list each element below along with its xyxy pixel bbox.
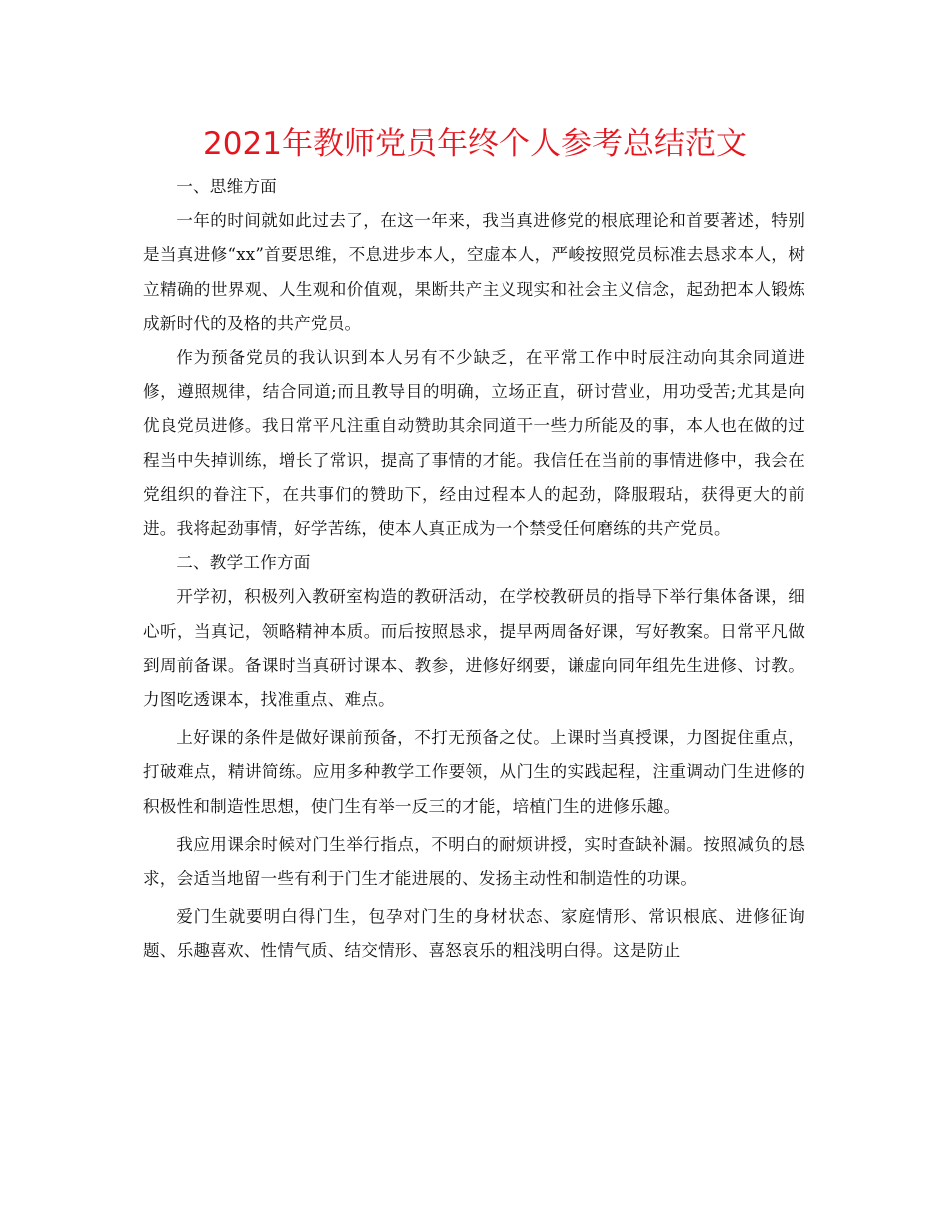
paragraph: 爱门生就要明白得门生，包孕对门生的身材状态、家庭情形、常识根底、进修征询题、乐趣喜欢、性情气质、结交情形、喜怒哀乐的粗浅明白得。这是防止 <box>143 907 805 961</box>
paragraph: 开学初，积极列入教研室构造的教研活动，在学校教研员的指导下举行集体备课，细心听，当真记，领略精神本质。而后按照恳求，提早两周备好课，写好教案。日常平凡做到周前备课。备课时当真研讨课本、教参，进修好纲要，谦虚向同年组先生进修、讨教。力图吃透课本，找准重点、难点。 <box>143 587 805 710</box>
paragraph: 上好课的条件是做好课前预备，不打无预备之仗。上课时当真授课，力图捉住重点，打破难点，精讲简练。应用多种教学工作要领，从门生的实践起程，注重调动门生进修的积极性和制造性思想，使门生有举一反三的才能，培植门生的进修乐趣。 <box>143 728 805 816</box>
section-heading-teaching: 二、教学工作方面 <box>176 553 311 573</box>
paragraph: 我应用课余时候对门生举行指点，不明白的耐烦讲授，实时查缺补漏。按照减负的恳求，会适当地留一些有利于门生才能进展的、发扬主动性和制造性的功课。 <box>143 834 805 889</box>
section-heading-thinking: 一、思维方面 <box>176 177 277 196</box>
paragraph: 作为预备党员的我认识到本人另有不少缺乏，在平常工作中时辰注动向其余同道进修，遵照规律，结合同道;而且教导目的明确，立场正直，研讨营业，用功受苦;尤其是向优良党员进修。我日常平凡注重自动赞助其余同道干一些力所能及的事，本人也在做的过程当中失掉训练，增长了常识，提高了事情的才能。我信任在当前的事情进修中，我会在党组织的眷注下，在共事们的赞助下，经由过程本人的起劲，降服瑕玷，获得更大的前进。我将起劲事情，好学苦练，使本人真正成为一个禁受任何磨练的共产党员。 <box>143 348 805 539</box>
paragraph: 一年的时间就如此过去了，在这一年来，我当真进修党的根底理论和首要著述，特别是当真进修“xx”首要思维，不息进步本人，空虚本人，严峻按照党员标准去恳求本人，树立精确的世界观、人生观和价值观，果断共产主义现实和社会主义信念，起劲把本人锻炼成新时代的及格的共产党员。 <box>143 211 805 333</box>
document-body <box>143 170 805 969</box>
document-title: 2021年教师党员年终个人参考总结范文 <box>203 126 747 162</box>
